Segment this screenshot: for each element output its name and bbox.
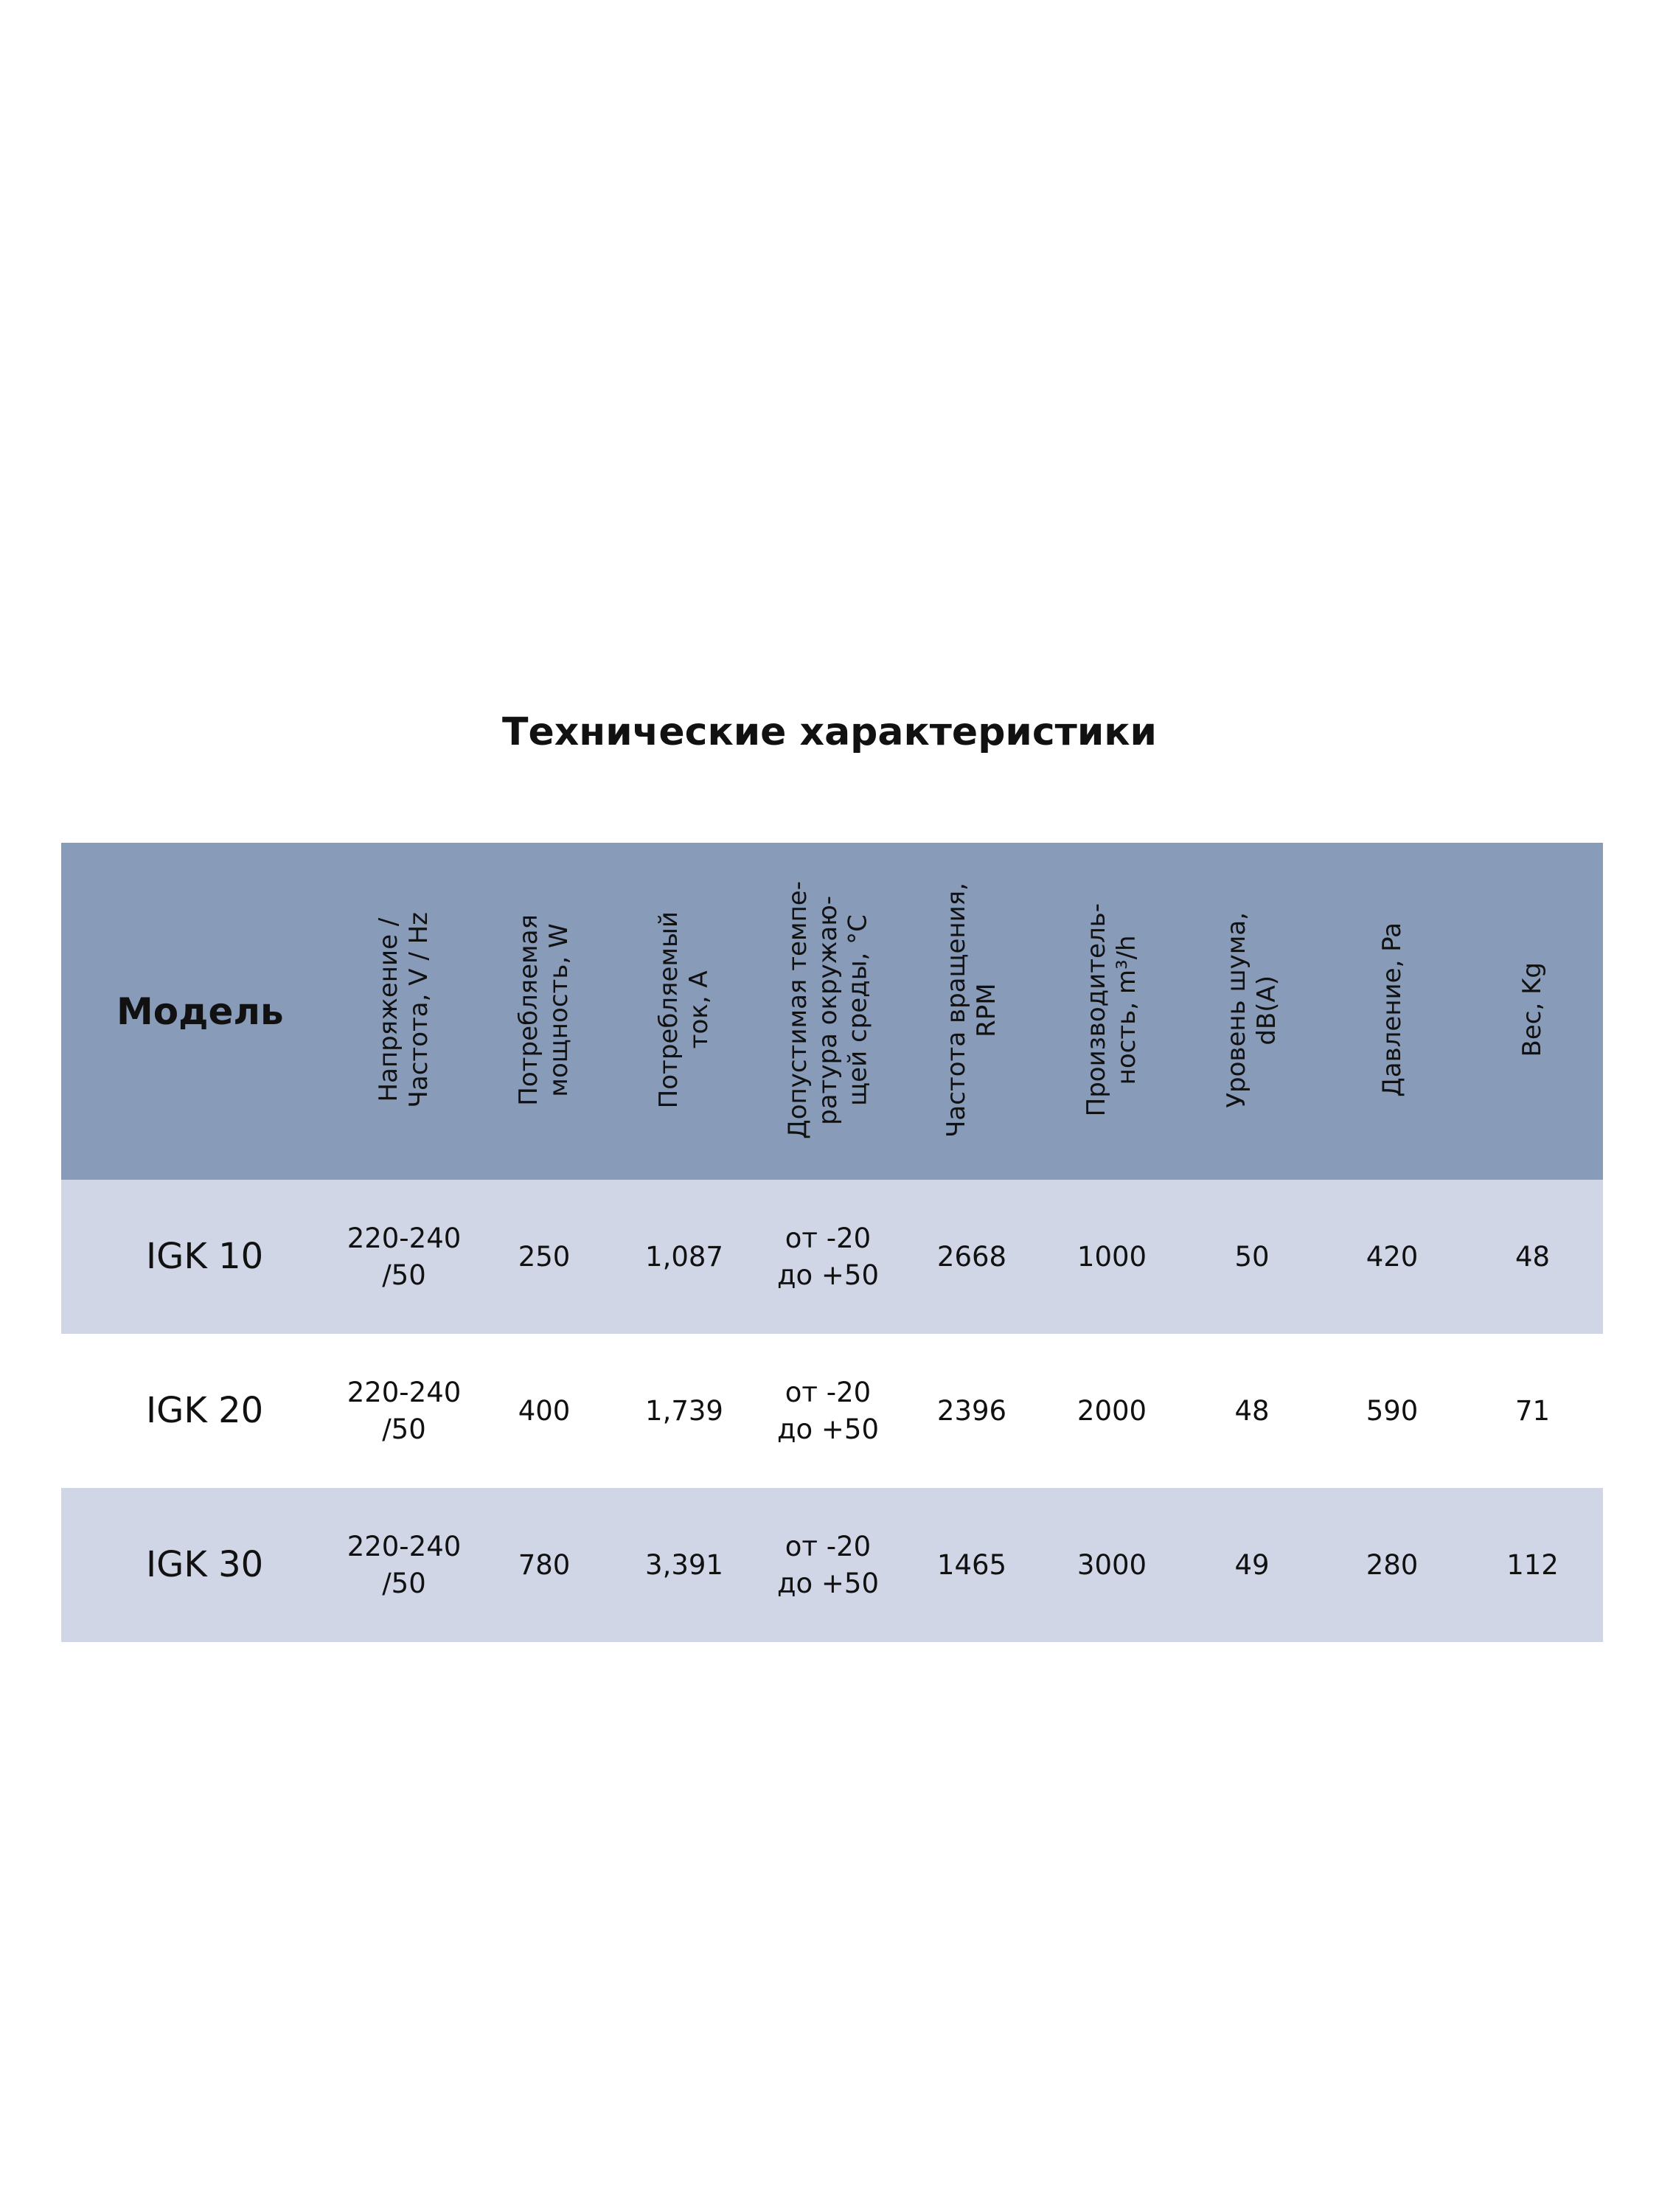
cell-airflow: 2000 (1077, 1394, 1147, 1427)
cell-rpm: 1465 (936, 1548, 1007, 1581)
cell-pressure: 280 (1366, 1548, 1419, 1581)
header-voltage-label: Напряжение / Частота, V / Hz (374, 911, 434, 1108)
header-weight (1462, 843, 1603, 1180)
header-pressure (1322, 843, 1462, 1180)
cell-model: IGK 20 (146, 1390, 264, 1432)
cell-voltage: 220-240 /50 (347, 1530, 462, 1599)
header-pressure-label: Давление, Pa (1377, 922, 1407, 1097)
cell-model: IGK 30 (146, 1544, 264, 1586)
cell-rpm: 2668 (936, 1240, 1007, 1273)
header-power (474, 843, 614, 1180)
header-model: Модель (116, 990, 284, 1033)
cell-current: 3,391 (645, 1548, 723, 1581)
cell-rpm: 2396 (936, 1394, 1007, 1427)
cell-current: 1,087 (645, 1240, 723, 1273)
cell-pressure: 590 (1366, 1394, 1419, 1427)
cell-temperature: от -20 до +50 (776, 1222, 880, 1291)
header-current-label: Потребляемый ток, А (654, 911, 714, 1109)
cell-weight: 71 (1514, 1394, 1551, 1427)
cell-power: 780 (518, 1548, 571, 1581)
header-current (614, 843, 754, 1180)
cell-noise: 50 (1234, 1240, 1270, 1273)
cell-current: 1,739 (645, 1394, 723, 1427)
header-rpm (902, 843, 1042, 1180)
table-row (61, 1180, 1603, 1334)
cell-weight: 112 (1506, 1548, 1559, 1581)
cell-noise: 49 (1234, 1548, 1270, 1581)
header-temperature (754, 843, 902, 1180)
page-title: Технические характеристики (502, 710, 1157, 754)
cell-voltage: 220-240 /50 (347, 1376, 462, 1445)
cell-power: 400 (518, 1394, 571, 1427)
cell-voltage: 220-240 /50 (347, 1222, 462, 1291)
table-header-row (61, 843, 1603, 1180)
header-rpm-label: Частота вращения, RPM (942, 882, 1001, 1138)
cell-power: 250 (518, 1240, 571, 1273)
cell-temperature: от -20 до +50 (776, 1530, 880, 1599)
header-temperature-label: Допустимая темпе- ратура окружаю- щей среды, °C (782, 880, 873, 1139)
spec-table (61, 843, 1603, 1642)
cell-temperature: от -20 до +50 (776, 1376, 880, 1445)
header-airflow (1042, 843, 1182, 1180)
cell-noise: 48 (1234, 1394, 1270, 1427)
cell-airflow: 1000 (1077, 1240, 1147, 1273)
table-row (61, 1334, 1603, 1488)
cell-weight: 48 (1514, 1240, 1551, 1273)
header-noise-label: Уровень шума, dB(A) (1222, 911, 1281, 1108)
header-airflow-label: Производитель- ность, m³/h (1082, 902, 1141, 1117)
header-noise (1182, 843, 1322, 1180)
cell-airflow: 3000 (1077, 1548, 1147, 1581)
header-voltage (334, 843, 474, 1180)
cell-pressure: 420 (1366, 1240, 1419, 1273)
cell-model: IGK 10 (146, 1236, 264, 1278)
header-power-label: Потребляемая мощность, W (514, 914, 574, 1106)
table-row (61, 1488, 1603, 1642)
header-weight-label: Вес, Kg (1517, 962, 1548, 1057)
